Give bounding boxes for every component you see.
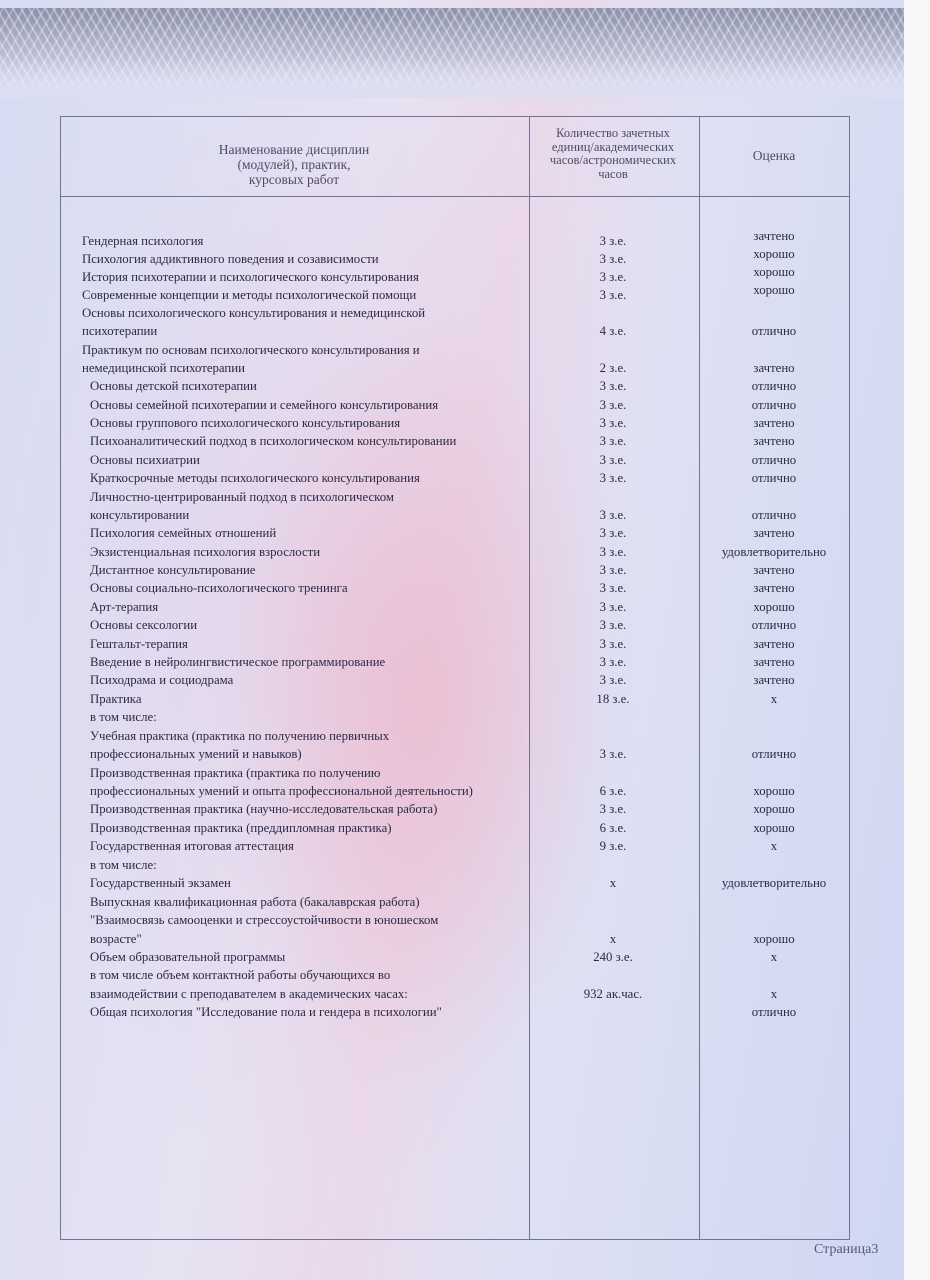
table-row xyxy=(0,469,930,488)
discipline-name: Основы детской психотерапии xyxy=(90,379,257,393)
discipline-name: возрасте" xyxy=(90,932,142,946)
discipline-name: Производственная практика (преддипломная практика) xyxy=(90,821,392,835)
grade: зачтено xyxy=(753,581,795,595)
discipline-name: Производственная практика (научно-исследовательская работа) xyxy=(90,802,438,816)
grade: хорошо xyxy=(753,802,795,816)
credit-units: x xyxy=(609,932,617,946)
grade: x xyxy=(770,987,778,1001)
credit-units: 3 з.е. xyxy=(599,545,627,559)
table-row xyxy=(0,800,930,819)
table-row xyxy=(0,322,930,341)
table-row xyxy=(0,782,930,801)
page-number: Страница3 xyxy=(814,1242,879,1257)
discipline-name: Практика xyxy=(90,692,142,706)
grade: хорошо xyxy=(753,283,795,297)
credit-units: 3 з.е. xyxy=(599,618,627,632)
grade: зачтено xyxy=(753,673,795,687)
table-row xyxy=(0,286,930,305)
credit-units: 2 з.е. xyxy=(599,361,627,375)
discipline-name: взаимодействии с преподавателем в академических часах: xyxy=(90,987,408,1001)
table-row xyxy=(0,598,930,617)
discipline-name: в том числе: xyxy=(90,710,157,724)
header-divider xyxy=(61,196,849,197)
discipline-name: Гендерная психология xyxy=(82,234,204,248)
table-row xyxy=(0,341,930,360)
discipline-name: Объем образовательной программы xyxy=(90,950,286,964)
table-row xyxy=(0,671,930,690)
grade: хорошо xyxy=(753,600,795,614)
grade: зачтено xyxy=(753,655,795,669)
credit-units: 4 з.е. xyxy=(599,324,627,338)
discipline-name: профессиональных умений и опыта профессиональной деятельности) xyxy=(90,784,473,798)
table-row xyxy=(0,745,930,764)
grade: хорошо xyxy=(753,247,795,261)
discipline-name: Личностно-центрированный подход в психологическом xyxy=(90,490,394,504)
discipline-name: Общая психология "Исследование пола и гендера в психологии" xyxy=(90,1005,442,1019)
discipline-name: Основы сексологии xyxy=(90,618,198,632)
grade: хорошо xyxy=(753,821,795,835)
credit-units: 3 з.е. xyxy=(599,270,627,284)
discipline-name: Основы семейной психотерапии и семейного консультирования xyxy=(90,398,439,412)
table-row xyxy=(0,543,930,562)
grade: x xyxy=(770,950,778,964)
credit-units: 3 з.е. xyxy=(599,526,627,540)
table-row xyxy=(0,359,930,378)
discipline-name: Производственная практика (практика по получению xyxy=(90,766,381,780)
credit-units: 3 з.е. xyxy=(599,252,627,266)
grade: отлично xyxy=(751,1005,797,1019)
table-row xyxy=(0,377,930,396)
table-row xyxy=(0,451,930,470)
discipline-name: Учебная практика (практика по получению первичных xyxy=(90,729,390,743)
credit-units: 3 з.е. xyxy=(599,802,627,816)
discipline-name: профессиональных умений и навыков) xyxy=(90,747,302,761)
discipline-name: Психодрама и социодрама xyxy=(90,673,234,687)
discipline-name: психотерапии xyxy=(82,324,158,338)
grade: удовлетворительно xyxy=(721,545,827,559)
table-row xyxy=(0,561,930,580)
table-row xyxy=(0,616,930,635)
grade: зачтено xyxy=(753,416,795,430)
table-row xyxy=(0,635,930,654)
credit-units: 3 з.е. xyxy=(599,288,627,302)
credit-units: 6 з.е. xyxy=(599,821,627,835)
band-fade xyxy=(0,58,905,98)
grade: зачтено xyxy=(753,526,795,540)
discipline-name: в том числе: xyxy=(90,858,157,872)
table-row xyxy=(0,524,930,543)
discipline-name: Государственный экзамен xyxy=(90,876,231,890)
discipline-name: Выпускная квалификационная работа (бакалаврская работа) xyxy=(90,895,420,909)
discipline-name: Краткосрочные методы психологического консультирования xyxy=(90,471,420,485)
discipline-name: Введение в нейролингвистическое программирование xyxy=(90,655,386,669)
table-row xyxy=(0,930,930,949)
table-row xyxy=(0,396,930,415)
discipline-name: немедицинской психотерапии xyxy=(82,361,245,375)
credit-units: 3 з.е. xyxy=(599,471,627,485)
credit-units: 18 з.е. xyxy=(596,692,630,706)
discipline-name: История психотерапии и психологического консультирования xyxy=(82,270,419,284)
table-row xyxy=(0,966,930,985)
grade: зачтено xyxy=(753,637,795,651)
credit-units: 3 з.е. xyxy=(599,600,627,614)
discipline-name: консультировании xyxy=(90,508,190,522)
discipline-name: Психология семейных отношений xyxy=(90,526,277,540)
grade: отлично xyxy=(751,747,797,761)
credit-units: 240 з.е. xyxy=(593,950,633,964)
credit-units: 3 з.е. xyxy=(599,416,627,430)
credit-units: 3 з.е. xyxy=(599,453,627,467)
table-row xyxy=(0,708,930,727)
discipline-name: Современные концепции и методы психологической помощи xyxy=(82,288,417,302)
table-row xyxy=(0,432,930,451)
grade: удовлетворительно xyxy=(721,876,827,890)
table-row xyxy=(0,727,930,746)
grade: x xyxy=(770,839,778,853)
discipline-name: Психоаналитический подход в психологическом консультировании xyxy=(90,434,457,448)
credit-units: 932 ак.час. xyxy=(583,987,643,1001)
credit-units: 3 з.е. xyxy=(599,747,627,761)
grade: хорошо xyxy=(753,265,795,279)
table-row xyxy=(0,856,930,875)
discipline-name: Гештальт-терапия xyxy=(90,637,188,651)
discipline-name: Экзистенциальная психология взрослости xyxy=(90,545,321,559)
table-row xyxy=(0,764,930,783)
table-row xyxy=(0,304,930,323)
table-row xyxy=(0,579,930,598)
grade: x xyxy=(770,692,778,706)
grade: зачтено xyxy=(753,434,795,448)
grade: отлично xyxy=(751,324,797,338)
credit-units: 9 з.е. xyxy=(599,839,627,853)
grade: отлично xyxy=(751,471,797,485)
discipline-name: Психология аддиктивного поведения и созависимости xyxy=(82,252,379,266)
grade: отлично xyxy=(751,618,797,632)
credit-units: 3 з.е. xyxy=(599,563,627,577)
grade: отлично xyxy=(751,379,797,393)
grade: зачтено xyxy=(753,361,795,375)
credit-units: 3 з.е. xyxy=(599,379,627,393)
credit-units: 6 з.е. xyxy=(599,784,627,798)
credit-units: 3 з.е. xyxy=(599,673,627,687)
table-row xyxy=(0,506,930,525)
credit-units: 3 з.е. xyxy=(599,637,627,651)
table-row xyxy=(0,837,930,856)
discipline-name: "Взаимосвязь самооценки и стрессоустойчивости в юношеском xyxy=(90,913,439,927)
header-discipline-name: Наименование дисциплин (модулей), практик, курсовых работ xyxy=(218,142,370,187)
discipline-name: Основы психиатрии xyxy=(90,453,200,467)
table-row xyxy=(0,690,930,709)
grade: отлично xyxy=(751,508,797,522)
grade: отлично xyxy=(751,398,797,412)
credit-units: x xyxy=(609,876,617,890)
grade: хорошо xyxy=(753,932,795,946)
table-row xyxy=(0,653,930,672)
credit-units: 3 з.е. xyxy=(599,234,627,248)
credit-units: 3 з.е. xyxy=(599,398,627,412)
table-row xyxy=(0,911,930,930)
discipline-name: Основы социально-психологического тренинга xyxy=(90,581,348,595)
discipline-name: Государственная итоговая аттестация xyxy=(90,839,294,853)
header-grade: Оценка xyxy=(752,148,796,163)
table-row xyxy=(0,1003,930,1022)
discipline-name: Основы психологического консультирования и немедицинской xyxy=(82,306,426,320)
table-row xyxy=(0,488,930,507)
credit-units: 3 з.е. xyxy=(599,581,627,595)
table-row xyxy=(0,893,930,912)
credit-units: 3 з.е. xyxy=(599,434,627,448)
discipline-name: Дистантное консультирование xyxy=(90,563,256,577)
discipline-name: Практикум по основам психологического консультирования и xyxy=(82,343,420,357)
table-row xyxy=(0,414,930,433)
credit-units: 3 з.е. xyxy=(599,655,627,669)
discipline-name: Арт-терапия xyxy=(90,600,159,614)
discipline-name: Основы группового психологического консультирования xyxy=(90,416,401,430)
credit-units: 3 з.е. xyxy=(599,508,627,522)
header-credit-units: Количество зачетных единиц/академических часов/астрономических часов xyxy=(549,126,677,181)
table-row xyxy=(0,948,930,967)
table-row xyxy=(0,819,930,838)
grade: отлично xyxy=(751,453,797,467)
grade: хорошо xyxy=(753,784,795,798)
grade: зачтено xyxy=(753,229,795,243)
table-row xyxy=(0,874,930,893)
discipline-name: в том числе объем контактной работы обучающихся во xyxy=(90,968,391,982)
grade: зачтено xyxy=(753,563,795,577)
table-row xyxy=(0,985,930,1004)
